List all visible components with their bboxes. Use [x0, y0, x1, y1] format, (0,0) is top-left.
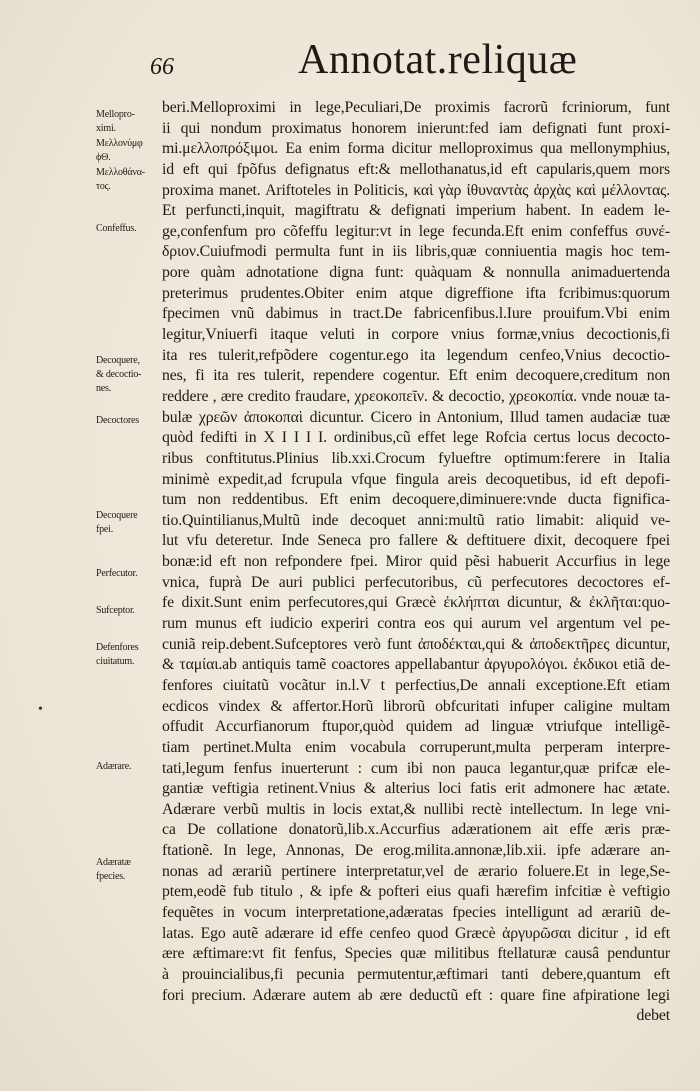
text-line: proxima manet. Ariftoteles in Politicis, καὶ γὰρ ἰθυναντὰς ἀρχὰς καὶ μέλλοντας. — [162, 181, 670, 199]
text-line: ære æftimare:vt fit fenfus, Species quæ militibus ftellaturæ causâ penduntur — [162, 945, 670, 963]
text-line: bonæ:id eft non refpondere fpei. Miror quid pẽsi habuerit Accurfius in lege — [162, 553, 670, 571]
text-line: ge,confenfum pro cõfeffu legitur:vt in lege fecunda.Eft enim confeffus συνέ- — [162, 222, 670, 240]
text-line: ita res tulerit,refpõdere cogentur.ego ita legendum cenfeo,Vnius decoctio- — [162, 346, 670, 364]
margin-note: Defenfores — [96, 642, 139, 653]
margin-note: ximi. — [96, 123, 116, 134]
text-line: ribus conftitutus.Plinius lib.xxi.Crocum fylueftre optimum:ferere in Italia — [162, 449, 670, 467]
text-line: fenfores ciuitatũ vocãtur in.l.V t perfectius,De annali exceptione.Eft etiam — [162, 676, 670, 694]
text-line: tiam pertinet.Multa enim vocabula corruperunt,multa perperam interpre- — [162, 738, 670, 756]
margin-note: fpei. — [96, 524, 114, 535]
text-line: beri.Melloproximi in lege,Peculiari,De proximis facrorũ fcriniorum, funt — [162, 99, 670, 116]
text-line: ftationẽ. In lege, Annonas, De erog.milita.annonæ,lib.xii. ipfe adærare an- — [162, 842, 670, 860]
text-line: offudit Accurfianorum ftupor,quòd quidem ad linguæ vtriufque intelligẽ- — [162, 718, 670, 736]
page-number: 66 — [150, 54, 174, 80]
text-line: bulæ χρεῶν ἀποκοπαὶ dicuntur. Cicero in Antonium, Illud tamen audaciæ tuæ — [162, 408, 670, 426]
text-line: à prouincialibus,fi pecunia permutentur,æftimari tanti debere,quantum eft — [162, 965, 670, 983]
margin-note: ciuitatum. — [96, 656, 135, 667]
margin-note: nes. — [96, 383, 112, 394]
text-line: tati,legum fenfus inuerterunt : cum ibi non pauca legantur,quæ prifcæ ele- — [162, 759, 670, 777]
text-line: ecdicos vindex & affertor.Horũ librorũ obfcuritati infuper caligine multam — [162, 697, 670, 715]
text-line: id eft qui fpõfus defignatus eft:& mellothanatus,id eft capularis,quem mors — [162, 160, 670, 178]
margin-note: τος. — [96, 181, 111, 192]
margin-note: Perfecutor. — [96, 568, 138, 579]
text-line: fequẽtes in vocum interpretatione,adæratas fpecies intelligunt ad ærariũ de- — [162, 903, 670, 921]
margin-note: Mellopro- — [96, 109, 135, 120]
text-line: fe dixit.Sunt enim perfecutores,qui Græcè ἐκλήπται dicuntur, & ἐκλῆται:quo- — [162, 594, 670, 612]
text-line: ca De collatione donatorũ,lib.x.Accurfius adærationem ait effe æris præ- — [162, 821, 670, 839]
text-line: latas. Ego autẽ adærare id effe cenfeo quod Græcè ἀργυρῶσαι dicitur , id eft — [162, 924, 670, 942]
margin-note: Sufceptor. — [96, 605, 135, 616]
text-line: ptem,eodẽ fub titulo , & ipfe & pofteri eius quafi hærefim infcitiæ è veftigio — [162, 883, 670, 901]
margin-note: Confeffus. — [96, 223, 137, 234]
text-line: legitur,Vniuerfi itaque veluti in corpore vnius formæ,vnius decoctionis,fi — [162, 326, 670, 344]
text-line: nonas ad ærariũ pertinere interpretatur,vel de ærario foluere.Et in lege,Se- — [162, 862, 670, 880]
margin-note: Adærare. — [96, 761, 132, 772]
margin-note: Adæratæ — [96, 857, 131, 868]
text-line: quòd fedifti in X I I I I. ordinibus,cũ effet lege Rofcia certus locus decocto- — [162, 429, 670, 447]
text-line: δριον.Cuiufmodi permulta funt in iis libris,quæ conniuentia magis hoc tem- — [162, 243, 670, 261]
text-line: minimè expedit,ad fcrupula vfque fingula areis decoquetibus, id eft depofi- — [162, 470, 670, 488]
margin-note: Μελλονύμφ — [96, 138, 143, 149]
margin-note: Decoquere, — [96, 355, 140, 366]
text-line: vnica, fuprà De auri publici perfecutoribus, cũ perfecutores decoctores ef- — [162, 573, 670, 591]
running-head: Annotat.reliquæ — [298, 37, 578, 83]
text-line: cuniã reip.debent.Sufceptores verò funt ἀποδέκται,qui & ἀποδεκτῆρες dicuntur, — [162, 635, 670, 653]
text-line: Et perfuncti,inquit, magiftratu & defignati imperium habent. In eadem le- — [162, 202, 670, 220]
ink-spot-mark: • — [38, 702, 43, 717]
text-line: & ταμίαι.ab antiquis tamẽ coactores appellabantur ἀργυρολόγοι. ἐκδικοι etiã de- — [162, 656, 670, 674]
text-line: pore quàm adnotatione digna funt: quàquam & nonnulla animaduertenda — [162, 264, 670, 282]
margin-note: fpecies. — [96, 871, 126, 882]
text-line: ii qui nondum proximatus honorem inierunt:fed iam defignati funt proxi- — [162, 119, 670, 137]
text-line: mi.μελλοπρόξιμοι. Ea enim forma dicitur melloproximus qua mellonymphius, — [162, 140, 670, 158]
margin-note: Μελλοθάνα- — [96, 167, 145, 178]
text-line: tum non reddentibus. Eft enim decoquere,diminuere:vnde ducta fignifica- — [162, 491, 670, 509]
text-line: nes, fi ita res tulerit, rependere cogentur. Eft enim decoquere,creditum non — [162, 367, 670, 385]
margin-note: Decoquere — [96, 510, 138, 521]
text-line: debet — [636, 1007, 670, 1025]
margin-note: Decoctores — [96, 415, 139, 426]
margin-note: ϕΘ. — [96, 152, 111, 163]
text-line: lut vfu deteretur. Inde Seneca pro fallere & deftituere dixit, decoquere fpei — [162, 532, 670, 550]
text-line: Adærare verbũ multis in locis extat,& nullibi rectè intellectum. In lege vni- — [162, 800, 670, 818]
text-line: rum munus eft iudicio experiri contra eos qui aurum vel argentum vel pe- — [162, 615, 670, 633]
text-line: preterimus prudentes.Obiter enim atque digreffione ifta fcribimus:quorum — [162, 284, 670, 302]
text-line: fori precium. Adærare autem ab ære deductũ eft : quare fine afpiratione legi — [162, 986, 670, 1004]
text-line: reddere , ære credito fraudare, χρεοκοπεῖν. & decoctio, χρεοκοπία. vnde nouæ ta- — [162, 387, 670, 405]
margin-note: & decoctio- — [96, 369, 142, 380]
body-text — [162, 98, 670, 1027]
text-line: fpecimen vnũ dabimus in tract.De fabricenfibus.l.Iure prouifum.Vbi enim — [162, 305, 670, 323]
text-line: gantiæ veftigia retinent.Vnius & alterius loci fatis erit admonere hac ætate. — [162, 780, 670, 798]
text-line: tio.Quintilianus,Multũ inde decoquet anni:multũ ratio limabit: aliquid ve- — [162, 511, 670, 529]
